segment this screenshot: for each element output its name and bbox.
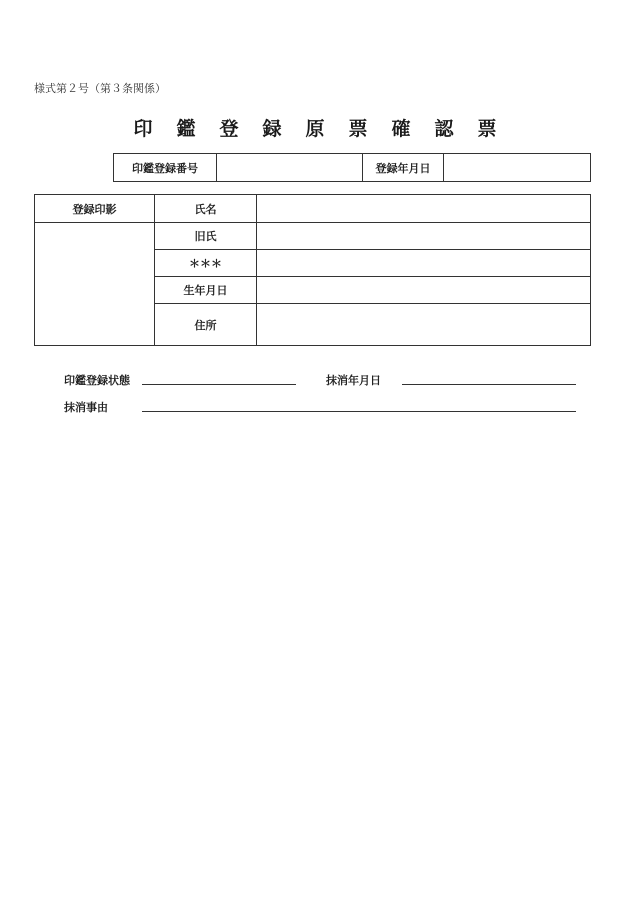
- status-label: 印鑑登録状態: [64, 374, 130, 387]
- cancel-reason-label: 抹消事由: [64, 401, 108, 414]
- masked-field[interactable]: [257, 250, 591, 277]
- title-char: 票: [348, 117, 368, 140]
- former-surname-field[interactable]: [257, 223, 591, 250]
- title-char: 印: [133, 117, 153, 140]
- registration-header-table: [113, 153, 591, 182]
- form-reference: 様式第２号（第３条関係）: [34, 82, 166, 95]
- cancel-reason-field[interactable]: [142, 411, 576, 412]
- title-char: 登: [219, 117, 239, 140]
- cancel-date-label: 抹消年月日: [326, 374, 381, 387]
- registration-date-label: 登録年月日: [363, 154, 444, 182]
- seal-impression-label: 登録印影: [35, 195, 155, 223]
- title-char: 鑑: [176, 117, 196, 140]
- registration-number-label: 印鑑登録番号: [114, 154, 217, 182]
- title-char: 確: [391, 117, 411, 140]
- document-title: [130, 114, 500, 140]
- address-field[interactable]: [257, 304, 591, 346]
- registration-detail-table: [34, 194, 591, 346]
- title-char: 原: [305, 117, 325, 140]
- status-field[interactable]: [142, 384, 296, 385]
- registration-date-field[interactable]: [444, 154, 591, 182]
- row-label-name: 氏名: [155, 195, 257, 223]
- title-char: 録: [262, 117, 282, 140]
- registration-number-field[interactable]: [217, 154, 363, 182]
- birthdate-field[interactable]: [257, 277, 591, 304]
- row-label-birthdate: 生年月日: [155, 277, 257, 304]
- row-label-former-surname: 旧氏: [155, 223, 257, 250]
- seal-impression-area: [35, 223, 155, 346]
- title-char: 票: [477, 117, 497, 140]
- row-label-masked: ＊＊＊: [155, 250, 257, 277]
- title-char: 認: [434, 117, 454, 140]
- name-field[interactable]: [257, 195, 591, 223]
- cancel-date-field[interactable]: [402, 384, 576, 385]
- row-label-address: 住所: [155, 304, 257, 346]
